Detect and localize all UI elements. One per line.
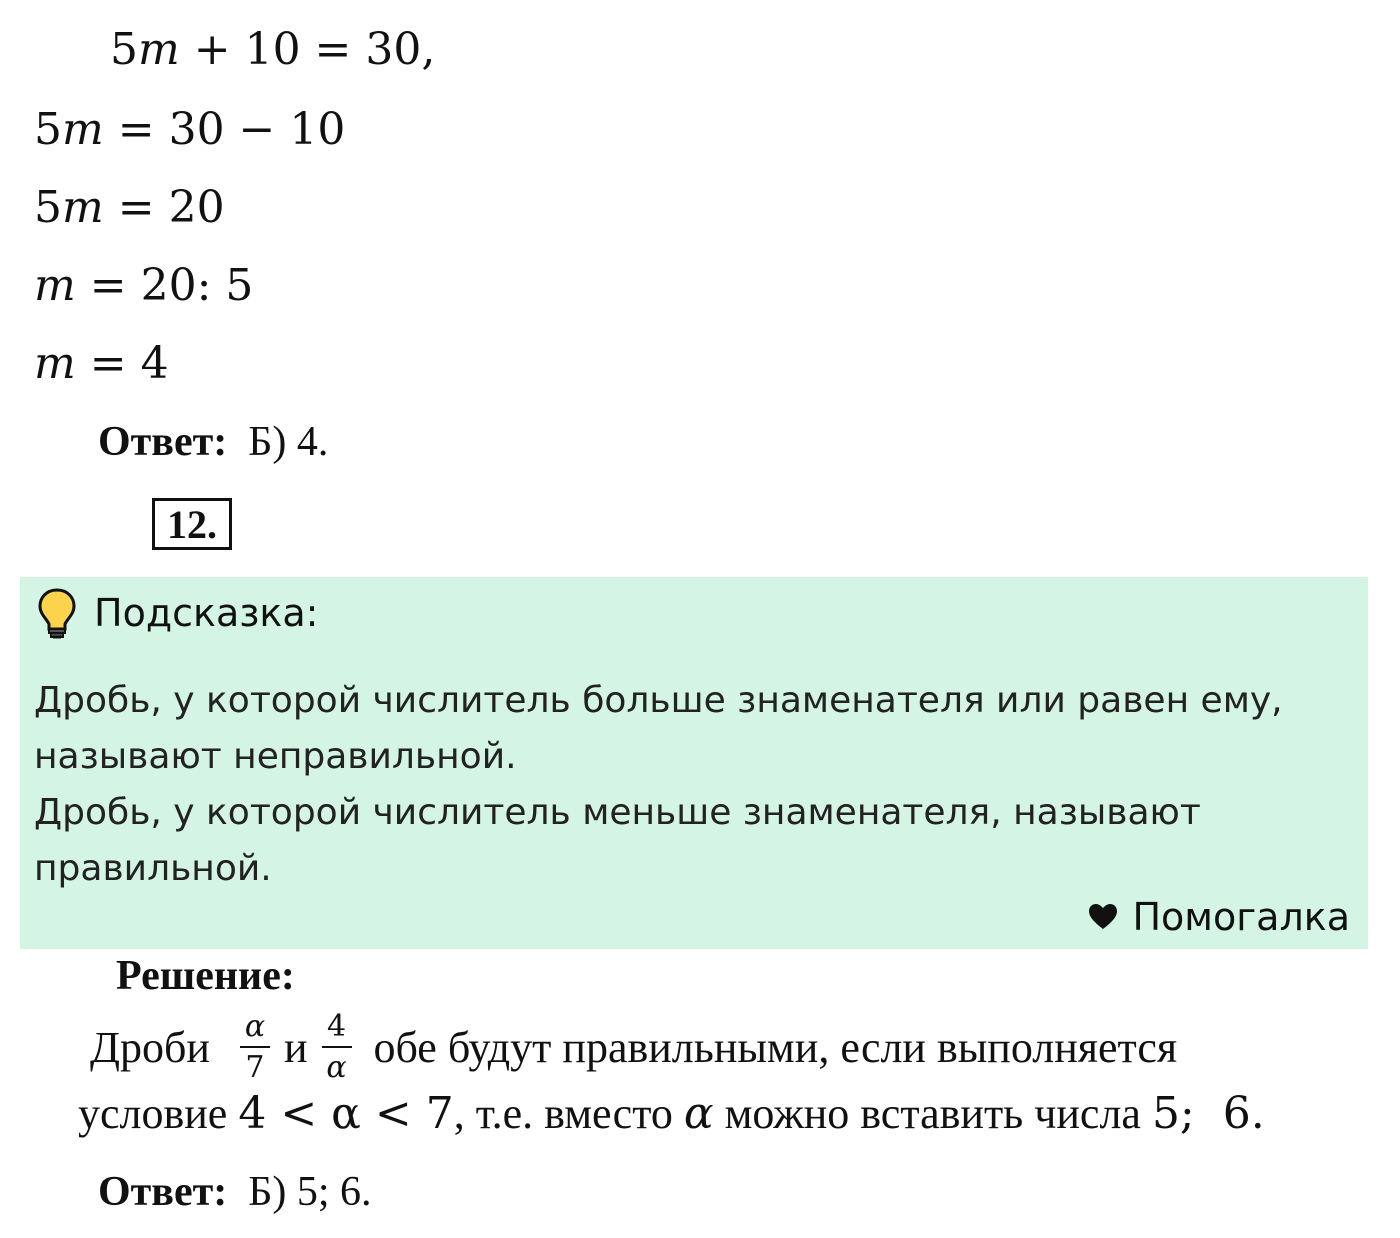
- equation-line-1: 5m + 10 = 30,: [110, 24, 436, 75]
- hint-paragraph-2: Дробь, у которой числитель меньше знаменателя, называют правильной.: [34, 792, 1201, 889]
- answer-label: Ответ:: [98, 1169, 228, 1215]
- solution-line-2: условие 4 < α < 7, т.е. вместо α можно вставить числа 5; 6.: [78, 1088, 1265, 1139]
- equation-line-4: m = 20: 5: [34, 260, 254, 311]
- equation-line-5: m = 4: [34, 338, 169, 389]
- hint-title: Подсказка:: [94, 591, 319, 635]
- solution-label: Решение:: [116, 953, 295, 999]
- fraction-4-over-alpha: $\frac{4}{\alpha}$: [322, 1010, 352, 1084]
- solution-line-1: Дроби $\frac{\alpha}{7}$ и $\frac{4}{\alpha}$ обе будут правильными, если выполняется: [90, 1009, 1178, 1085]
- equation-line-2: 5m = 30 − 10: [34, 104, 346, 155]
- hint-text: [34, 673, 1334, 897]
- hint-box: [20, 577, 1368, 949]
- answer-label: Ответ:: [98, 419, 228, 465]
- answer-1: [98, 418, 328, 466]
- equation-line-3: 5m = 20: [34, 182, 225, 233]
- answer-value: Б) 4.: [248, 419, 329, 465]
- answer-value: Б) 5; 6.: [248, 1169, 372, 1215]
- heart-icon: [1088, 903, 1118, 931]
- hint-paragraph-1: Дробь, у которой числитель больше знаменателя или равен ему, называют неправильной.: [34, 680, 1283, 777]
- task-number-badge: 12.: [152, 498, 232, 550]
- helper-link[interactable]: [1088, 895, 1350, 939]
- helper-label: Помогалка: [1132, 895, 1350, 939]
- lightbulb-icon: [36, 587, 78, 641]
- answer-2: [98, 1168, 372, 1216]
- fraction-alpha-over-7: $\frac{\alpha}{7}$: [240, 1010, 270, 1084]
